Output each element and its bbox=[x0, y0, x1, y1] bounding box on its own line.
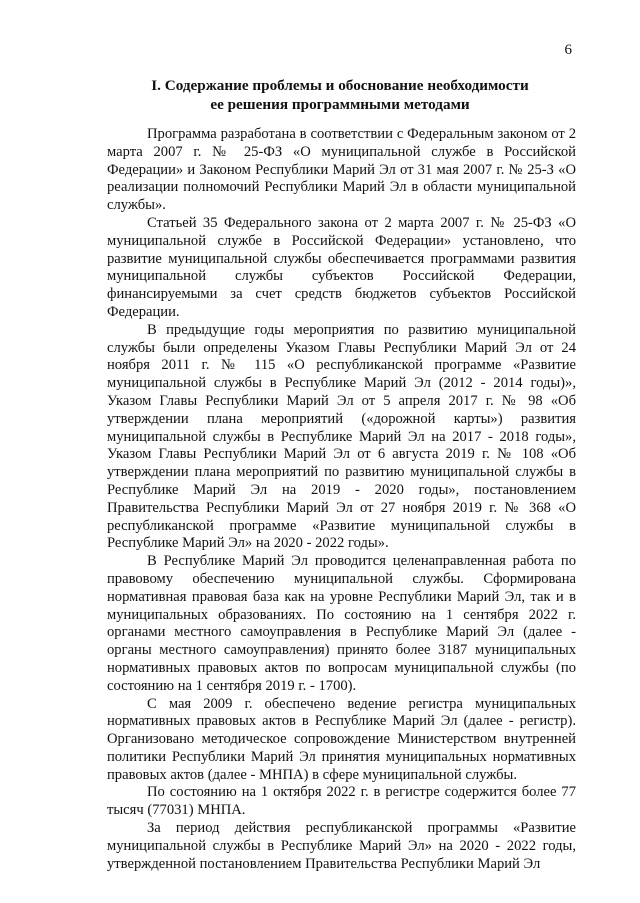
paragraph: По состоянию на 1 октября 2022 г. в регистре содержится более 77 тысяч (77031) МНПА. bbox=[107, 784, 576, 819]
section-title-line-1: I. Содержание проблемы и обоснование необходимости bbox=[151, 77, 529, 94]
body-text bbox=[107, 126, 576, 873]
paragraph: В предыдущие годы мероприятия по развитию муниципальной службы были определены Указом Главы Республики Марий Эл от 24 ноября 2011 г. № 115 «О республиканской программе «Развитие муниципальной службы в Республике Марий Эл (2012 - 2014 годы)», Указом Главы Республики Марий Эл от 5 апреля 2017 г. № 98 «Об утверждении плана мероприятий («дорожной карты») развития муниципальной службы в Республике Марий Эл на 2017 - 2018 годы», Указом Главы Республики Марий Эл от 6 августа 2019 г. № 108 «Об утверждении плана мероприятий по развитию муниципальной службы в Республике Марий Эл на 2019 - 2020 годы», постановлением Правительства Республики Марий Эл от 27 ноября 2019 г. № 368 «О республиканской программе «Развитие муниципальной службы в Республике Марий Эл» на 2020 - 2022 годы». bbox=[107, 321, 576, 552]
paragraph: С мая 2009 г. обеспечено ведение регистра муниципальных нормативных правовых актов в Республике Марий Эл (далее - регистр). Организовано методическое сопровождение Министерством внутренней политики Республики Марий Эл принятия муниципальных нормативных правовых актов (далее - МНПА) в сфере муниципальной службы. bbox=[107, 695, 576, 783]
section-title bbox=[107, 76, 573, 114]
paragraph: За период действия республиканской программы «Развитие муниципальной службы в Республике Марий Эл» на 2020 - 2022 годы, утвержденной постановлением Правительства Республики Марий Эл bbox=[107, 820, 576, 872]
section-title-line-2: ее решения программными методами bbox=[210, 96, 470, 113]
paragraph: Статьей 35 Федерального закона от 2 марта 2007 г. № 25-ФЗ «О муниципальной службе в Российской Федерации» установлено, что развитие муниципальной службы обеспечивается программами развития муниципальной службы субъектов Российской Федерации, финансируемыми за счет средств бюджетов субъектов Российской Федерации. bbox=[107, 214, 576, 320]
paragraph: В Республике Марий Эл проводится целенаправленная работа по правовому обеспечению муниципальной службы. Сформирована нормативная правовая база как на уровне Республики Марий Эл, так и в муниципальных образованиях. По состоянию на 1 сентября 2022 г. органами местного самоуправления в Республике Марий Эл (далее - органы местного самоуправления) принято более 3187 муниципальных нормативных правовых актов по вопросам муниципальной службы (по состоянию на 1 сентября 2019 г. - 1700). bbox=[107, 553, 576, 694]
paragraph: Программа разработана в соответствии с Федеральным законом от 2 марта 2007 г. № 25-ФЗ «О муниципальной службе в Российской Федерации» и Законом Республики Марий Эл от 31 мая 2007 г. № 25-З «О реализации полномочий Республики Марий Эл в области муниципальной службы». bbox=[107, 126, 576, 214]
page-number: 6 bbox=[564, 42, 572, 58]
